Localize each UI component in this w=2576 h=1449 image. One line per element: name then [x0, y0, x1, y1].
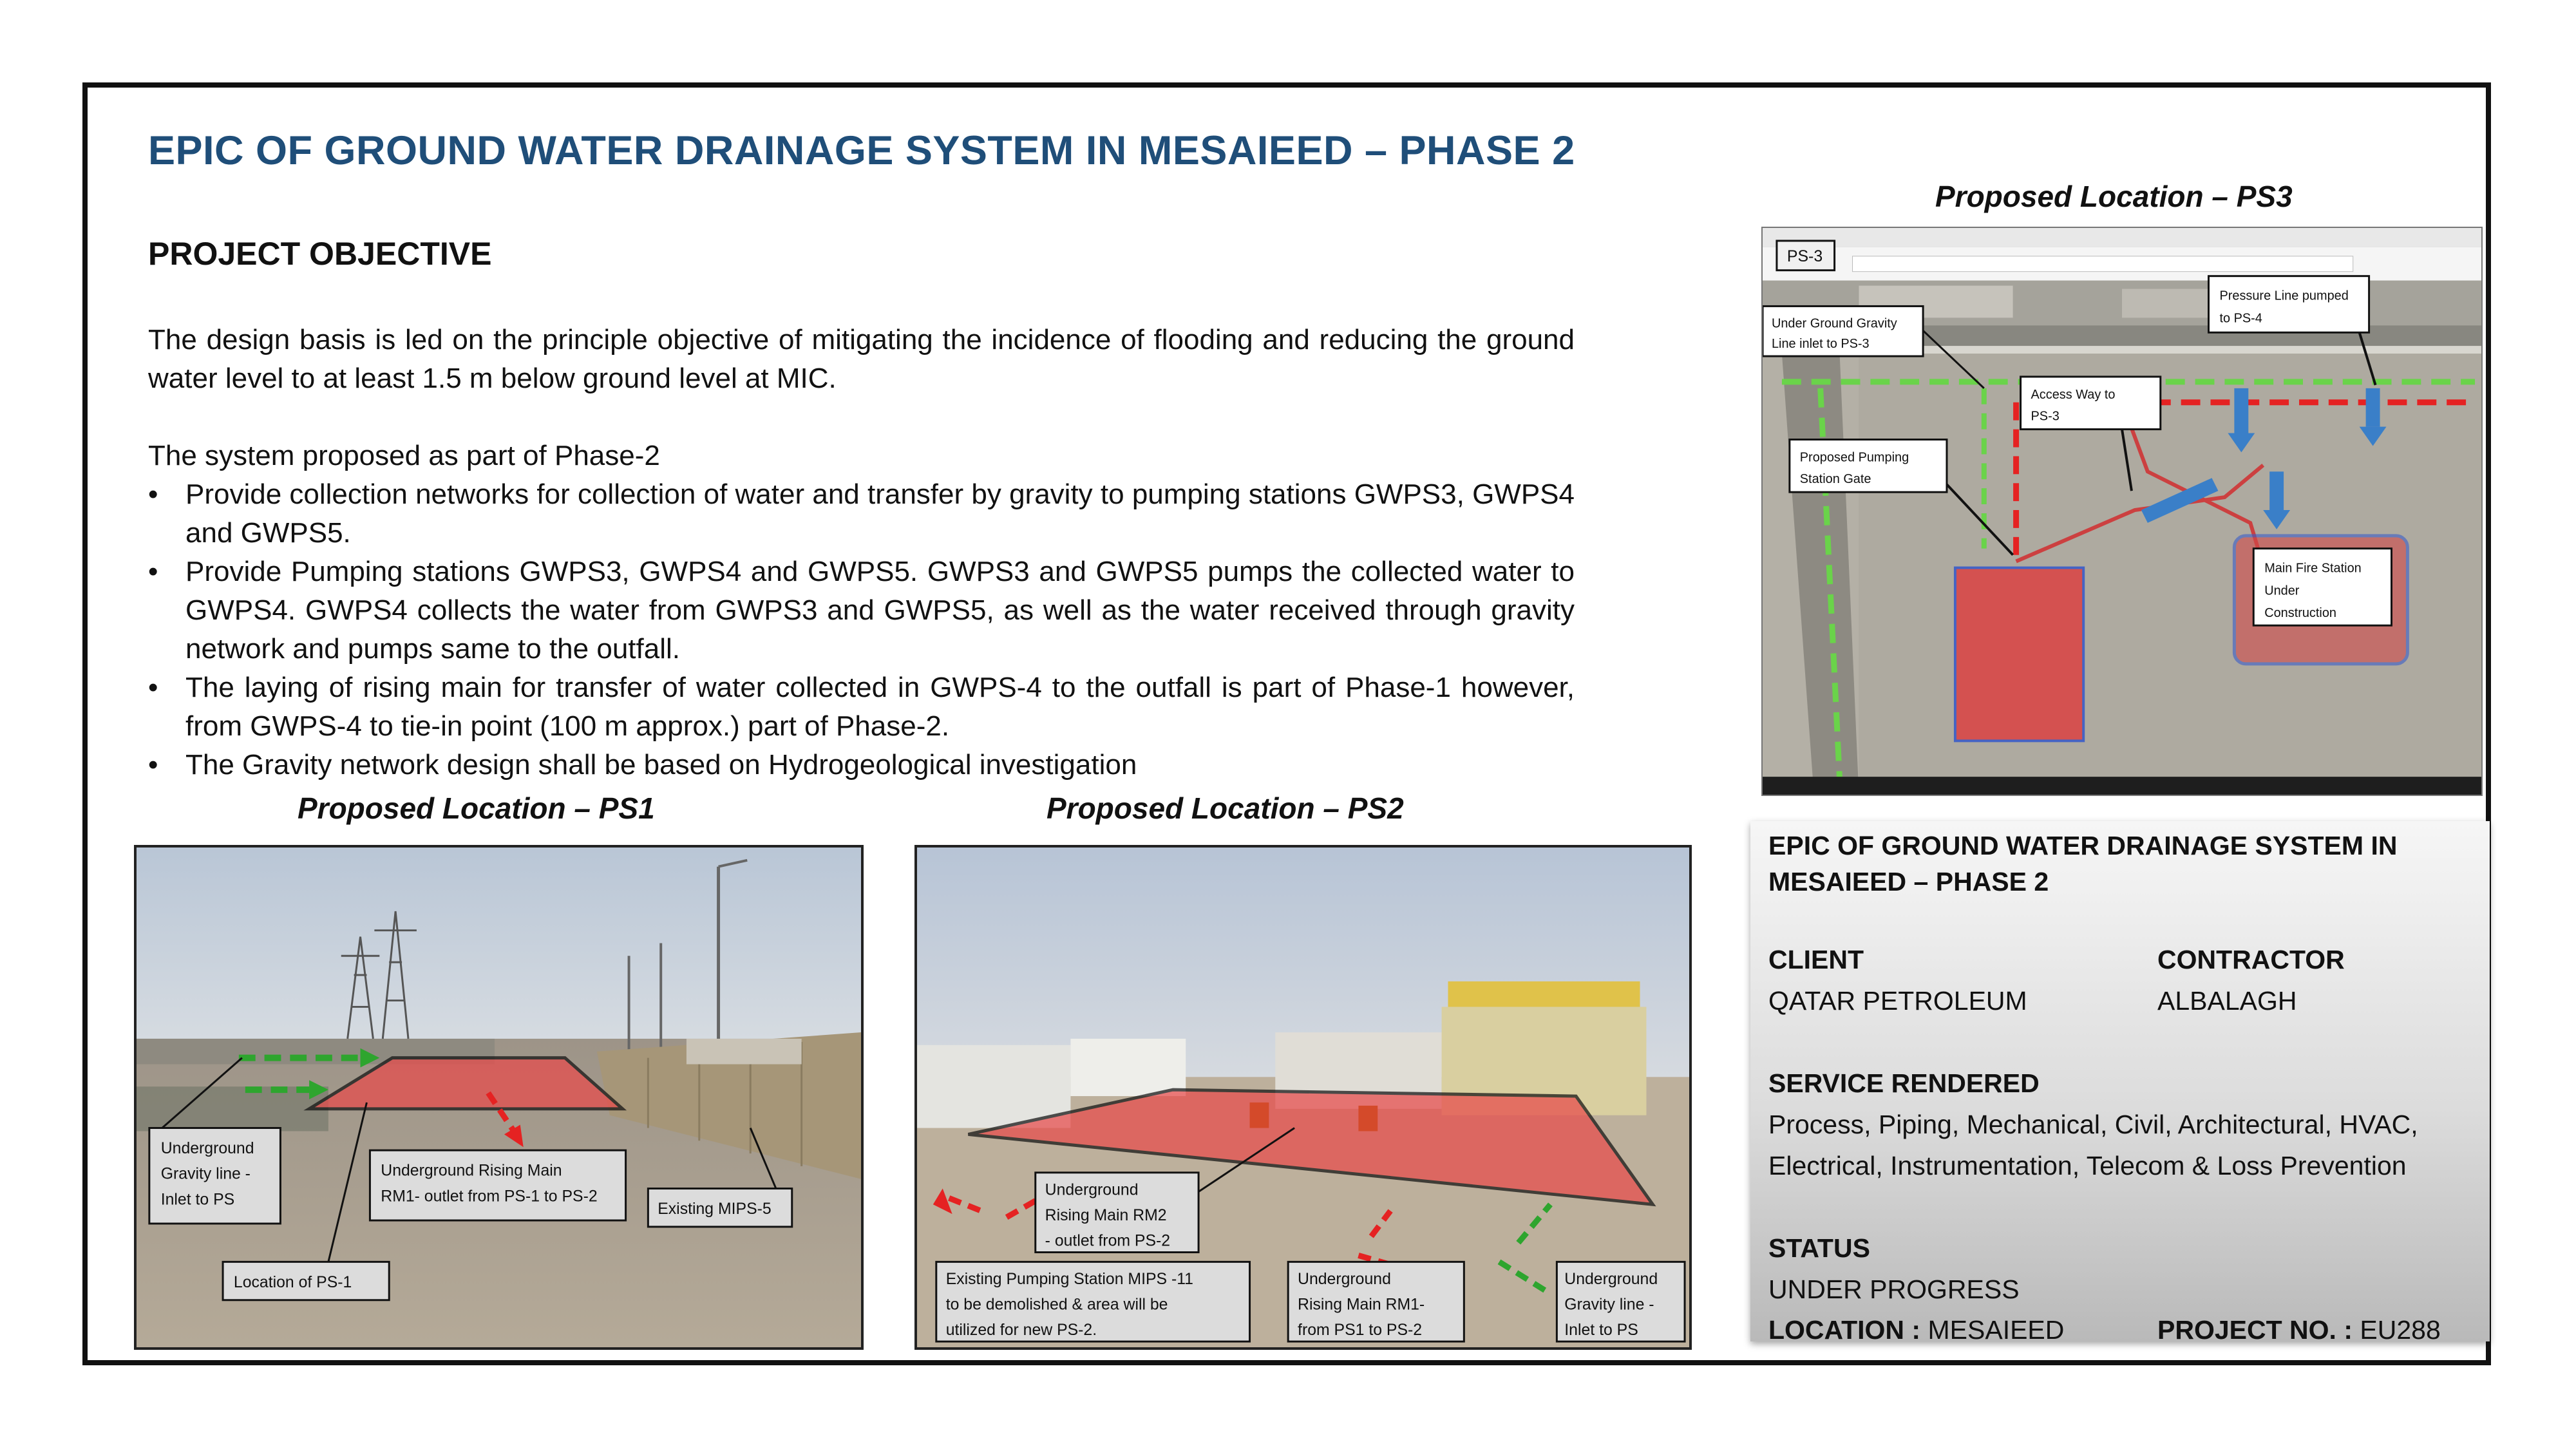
svg-text:Existing MIPS-5: Existing MIPS-5: [658, 1200, 772, 1218]
project-number-line: [2157, 1315, 2441, 1345]
bullet-item: • The laying of rising main for transfer of water collected in GWPS-4 to the outfall is part of Phase-1 however, from GWPS-4 to tie-in point (100 m approx.) part of Phase-2.: [148, 668, 1575, 746]
ps2-rm2-label: [1036, 1173, 1198, 1253]
ps1-gravity-label: [149, 1128, 281, 1224]
location-line: [1768, 1315, 2064, 1345]
svg-text:Existing Pumping Station MIPS: Existing Pumping Station MIPS -11: [945, 1271, 1193, 1288]
svg-text:Construction: Construction: [2264, 606, 2337, 621]
svg-text:Access Way to: Access Way to: [2031, 387, 2116, 402]
ps2-illustration: [917, 848, 1689, 1347]
svg-text:PS-3: PS-3: [1786, 247, 1823, 265]
service-line-1: Process, Piping, Mechanical, Civil, Architectural, HVAC,: [1768, 1110, 2418, 1139]
location-label: LOCATION :: [1768, 1315, 1921, 1345]
ps3-gate-label: [1790, 440, 1947, 493]
ps1-location-label: [223, 1262, 389, 1300]
ps1-existing-mips-label: [648, 1189, 791, 1227]
svg-text:Underground: Underground: [1564, 1271, 1658, 1288]
caption-ps1: Proposed Location – PS1: [298, 791, 655, 825]
bullet-item: • The Gravity network design shall be based on Hydrogeological investigation: [148, 746, 1575, 784]
svg-text:Location of PS-1: Location of PS-1: [233, 1273, 352, 1291]
ps1-rising-main-label: [370, 1150, 625, 1220]
svg-text:Underground Rising Main: Underground Rising Main: [381, 1162, 562, 1180]
svg-text:Underground: Underground: [1045, 1181, 1139, 1199]
project-info-card: [1750, 821, 2490, 1345]
ps3-access-way-label: [2021, 377, 2161, 430]
ps3-tag: [1777, 241, 1835, 270]
system-intro: The system proposed as part of Phase-2: [148, 440, 660, 471]
card-title-line-1: EPIC OF GROUND WATER DRAINAGE SYSTEM IN: [1768, 831, 2398, 860]
caption-ps2: Proposed Location – PS2: [1046, 791, 1404, 825]
svg-text:Proposed Pumping: Proposed Pumping: [1799, 450, 1909, 465]
status-value: UNDER PROGRESS: [1768, 1274, 2020, 1304]
svg-text:Inlet to PS: Inlet to PS: [160, 1191, 235, 1209]
objective-heading: PROJECT OBJECTIVE: [148, 236, 492, 272]
photo-ps3: [1761, 227, 2483, 796]
svg-text:to be demolished & area will b: to be demolished & area will be: [945, 1296, 1168, 1314]
status-label: STATUS: [1768, 1233, 1870, 1263]
svg-text:Gravity line -: Gravity line -: [160, 1165, 251, 1183]
svg-text:Line inlet to PS-3: Line inlet to PS-3: [1771, 337, 1870, 352]
svg-text:RM1- outlet from PS-1 to PS-2: RM1- outlet from PS-1 to PS-2: [381, 1188, 598, 1206]
bullet-item: • Provide collection networks for collection of water and transfer by gravity to pumping stations GWPS3, GWPS4 and GWPS5.: [148, 475, 1575, 553]
service-label: SERVICE RENDERED: [1768, 1068, 2040, 1098]
svg-text:- outlet from PS-2: - outlet from PS-2: [1045, 1232, 1171, 1250]
client-label: CLIENT: [1768, 945, 1864, 974]
project-number-label: PROJECT NO. :: [2157, 1315, 2353, 1345]
svg-text:Station Gate: Station Gate: [1799, 472, 1871, 487]
ps3-illustration: [1763, 228, 2481, 795]
svg-text:Under Ground Gravity: Under Ground Gravity: [1771, 316, 1897, 331]
ps3-pressure-line-label: [2209, 276, 2369, 333]
contractor-label: CONTRACTOR: [2157, 945, 2345, 974]
ps2-rm1-label: [1288, 1262, 1464, 1341]
svg-text:Underground: Underground: [1298, 1271, 1391, 1288]
svg-text:Gravity line -: Gravity line -: [1564, 1296, 1654, 1314]
bullet-item: • Provide Pumping stations GWPS3, GWPS4 and GWPS5. GWPS3 and GWPS5 pumps the collected water to GWPS4. GWPS4 collects the water from GWPS3 and GWPS5, as well as the water received through gravity network and pumps same to the outfall.: [148, 553, 1575, 668]
svg-text:Main Fire Station: Main Fire Station: [2264, 561, 2362, 576]
card-title-line-2: MESAIEED – PHASE 2: [1768, 867, 2049, 896]
ps2-existing-station-label: [936, 1262, 1250, 1341]
client-value: QATAR PETROLEUM: [1768, 986, 2027, 1016]
svg-text:Underground: Underground: [160, 1140, 254, 1158]
ps2-gravity-label: [1557, 1262, 1685, 1341]
svg-text:Rising Main RM2: Rising Main RM2: [1045, 1207, 1167, 1225]
service-line-2: Electrical, Instrumentation, Telecom & Loss Prevention: [1768, 1151, 2407, 1180]
svg-text:Rising Main RM1-: Rising Main RM1-: [1298, 1296, 1425, 1314]
svg-text:utilized for new PS-2.: utilized for new PS-2.: [945, 1321, 1097, 1340]
svg-text:from PS1 to PS-2: from PS1 to PS-2: [1298, 1321, 1423, 1340]
photo-ps1: [134, 845, 864, 1350]
ps1-illustration: [137, 848, 861, 1347]
svg-text:Pressure Line pumped: Pressure Line pumped: [2219, 289, 2349, 303]
project-number-value: EU288: [2360, 1315, 2441, 1345]
svg-text:to PS-4: to PS-4: [2219, 311, 2262, 326]
photo-ps2: [914, 845, 1692, 1350]
contractor-value: ALBALAGH: [2157, 986, 2297, 1016]
svg-text:Under: Under: [2264, 583, 2300, 598]
ps3-fire-station-label: [2253, 549, 2391, 625]
objective-bullet-list: [148, 475, 1575, 784]
ps3-gravity-label: [1763, 306, 1923, 356]
svg-text:PS-3: PS-3: [2031, 409, 2060, 424]
page-title: EPIC OF GROUND WATER DRAINAGE SYSTEM IN MESAIEED – PHASE 2: [148, 128, 1575, 173]
location-value: MESAIEED: [1927, 1315, 2065, 1345]
objective-paragraph: The design basis is led on the principle objective of mitigating the incidence of flooding and reducing the ground water level to at least 1.5 m below ground level at MIC.: [148, 324, 1575, 394]
svg-text:Inlet to PS: Inlet to PS: [1564, 1321, 1638, 1340]
caption-ps3: Proposed Location – PS3: [1935, 180, 2293, 213]
